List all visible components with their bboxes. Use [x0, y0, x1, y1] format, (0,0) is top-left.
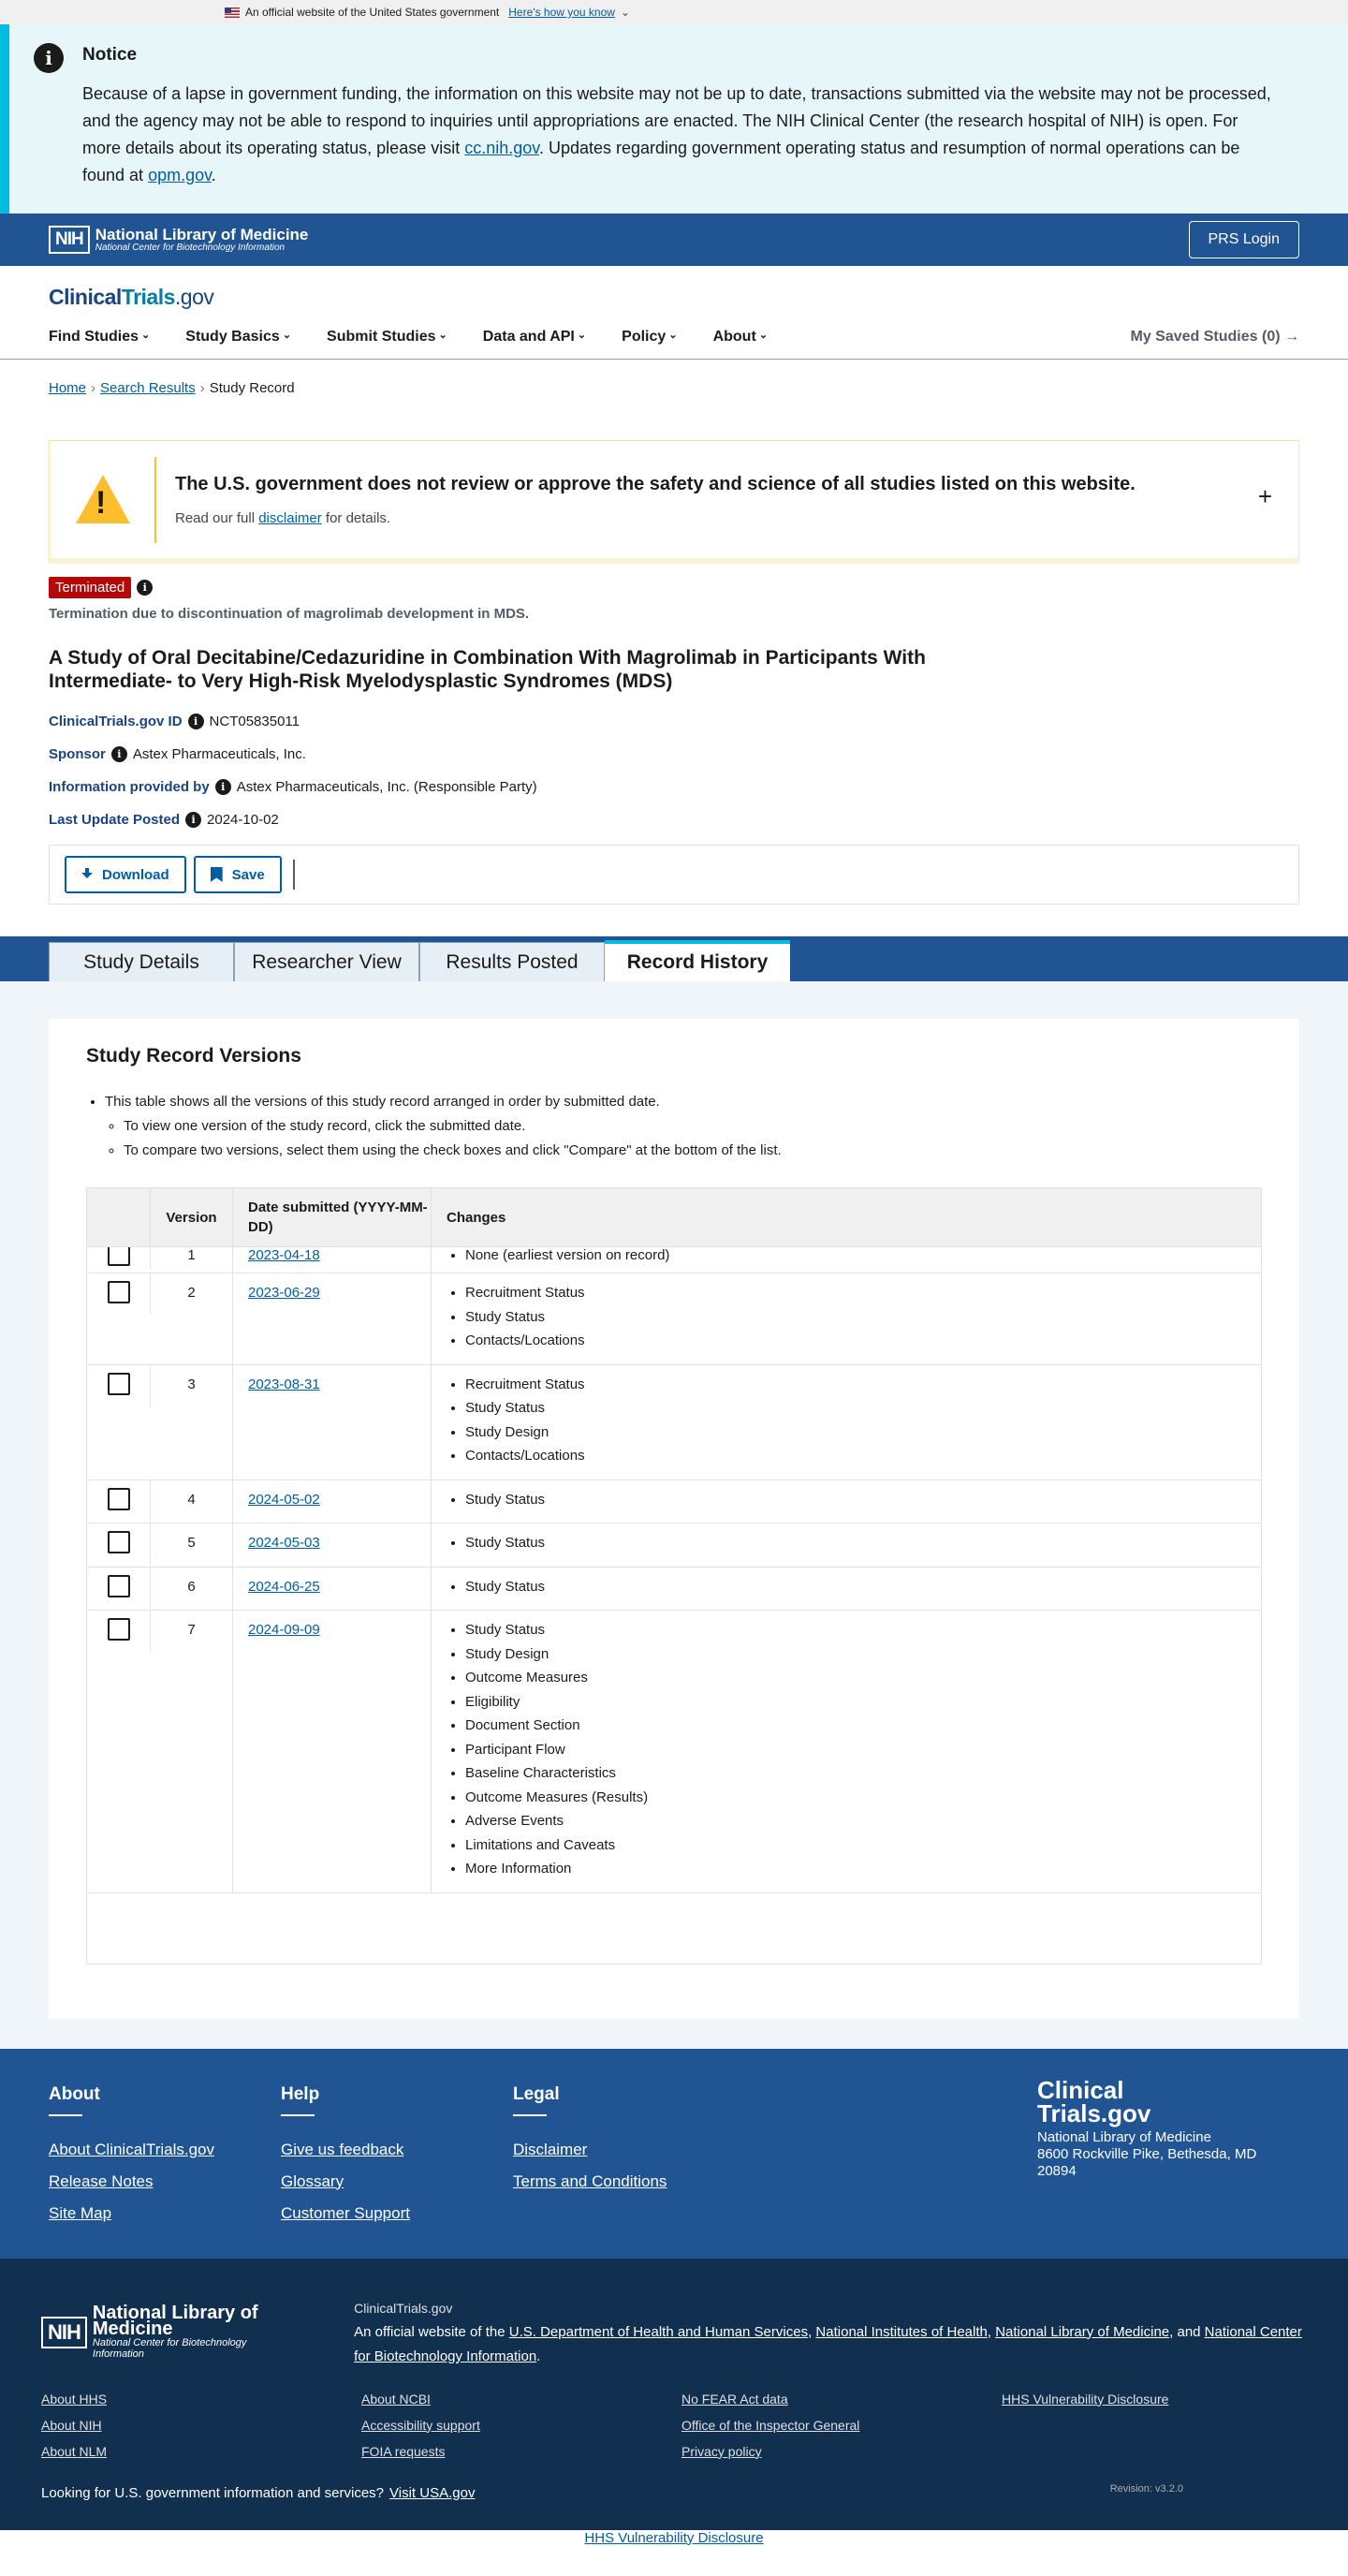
- tabs-bar: [0, 936, 1348, 981]
- clinicaltrials-logo[interactable]: ClinicalTrials.gov: [49, 285, 214, 309]
- footer-link[interactable]: Site Map: [49, 2203, 112, 2222]
- footer-link[interactable]: Customer Support: [281, 2203, 410, 2222]
- info-icon[interactable]: i: [137, 580, 153, 596]
- nav-data-api[interactable]: Data and API ⌄: [483, 329, 586, 346]
- hhs-vulnerability-link[interactable]: HHS Vulnerability Disclosure: [584, 2529, 764, 2546]
- nlm-logo[interactable]: NIH National Library of Medicine National Center for Biotechnology Information: [49, 226, 308, 254]
- meta-value-id: NCT05835011: [209, 714, 300, 729]
- footer-link[interactable]: Give us feedback: [281, 2140, 404, 2158]
- site-header: [0, 266, 1348, 360]
- footer-legal: Legal Disclaimer Terms and Conditions: [513, 2084, 745, 2259]
- disclaimer-heading: The U.S. government does not review or approve the safety and science of all studies listed on this website.: [175, 473, 1136, 494]
- footer-gov-links: [41, 2392, 1307, 2459]
- save-button[interactable]: Save: [194, 856, 282, 893]
- my-saved-studies-link[interactable]: My Saved Studies (0) →: [1130, 329, 1299, 345]
- footer-gov-link[interactable]: Office of the Inspector General: [681, 2417, 860, 2433]
- footer-gov-link[interactable]: About NCBI: [361, 2391, 431, 2407]
- breadcrumb-home[interactable]: Home: [49, 380, 87, 396]
- compare-checkbox[interactable]: [108, 1246, 130, 1266]
- heres-how-you-know-link[interactable]: Here's how you know: [508, 6, 615, 19]
- table-row: [87, 1273, 1261, 1364]
- gov-banner: [0, 0, 1348, 24]
- footer-link[interactable]: Disclaimer: [513, 2140, 588, 2158]
- meta-label-id: ClinicalTrials.gov ID: [49, 714, 183, 729]
- change-item: • Study Status: [465, 1305, 1261, 1330]
- footer-gov-link[interactable]: HHS Vulnerability Disclosure: [1002, 2391, 1169, 2407]
- chevron-right-icon: ›: [91, 380, 96, 396]
- breadcrumb-search-results[interactable]: Search Results: [100, 380, 196, 396]
- change-item: • Study Status: [465, 1531, 1261, 1555]
- info-icon[interactable]: i: [185, 812, 201, 828]
- usa-gov-line: Looking for U.S. government information and services? Visit USA.gov: [41, 2484, 476, 2501]
- tab-researcher-view[interactable]: Researcher View: [234, 942, 419, 981]
- info-icon[interactable]: i: [188, 714, 204, 729]
- change-item: • Outcome Measures (Results): [465, 1786, 1261, 1810]
- version-date-link[interactable]: 2023-08-31: [248, 1376, 320, 1392]
- disclaimer-subtext: Read our full disclaimer for details.: [175, 509, 391, 526]
- footer-link[interactable]: About ClinicalTrials.gov: [49, 2140, 214, 2158]
- status-badge: Terminated: [49, 577, 131, 598]
- action-bar: [49, 845, 1299, 905]
- change-item: • Recruitment Status: [465, 1373, 1261, 1397]
- change-item: • None (earliest version on record): [465, 1246, 1261, 1268]
- compare-checkbox[interactable]: [108, 1373, 130, 1395]
- version-date-link[interactable]: 2024-06-25: [248, 1578, 320, 1595]
- expand-plus-icon[interactable]: +: [1257, 482, 1272, 510]
- table-row: [87, 1246, 1261, 1273]
- compare-checkbox[interactable]: [108, 1618, 130, 1641]
- disclaimer-banner: [49, 440, 1299, 564]
- versions-title: Study Record Versions: [86, 1045, 301, 1067]
- nav-study-basics[interactable]: Study Basics ⌄: [185, 329, 291, 346]
- download-icon: [81, 868, 93, 881]
- termination-reason: Termination due to discontinuation of magrolimab development in MDS.: [49, 606, 530, 622]
- meta-value-last-update: 2024-10-02: [207, 812, 279, 828]
- breadcrumb-current: Study Record: [209, 380, 295, 396]
- footer-link[interactable]: Release Notes: [49, 2171, 154, 2190]
- us-flag-icon: [225, 7, 240, 18]
- study-title: A Study of Oral Decitabine/Cedazuridine in Combination With Magrolimab in Participants With Intermediate- to Very High-Risk Myelodysplastic Syndromes (MDS): [49, 647, 926, 692]
- meta-label-sponsor: Sponsor: [49, 746, 106, 762]
- hhs-link[interactable]: U.S. Department of Health and Human Services: [508, 2323, 809, 2340]
- disclaimer-link[interactable]: disclaimer: [258, 509, 322, 526]
- version-number: 3: [151, 1365, 233, 1479]
- change-item: • Study Status: [465, 1575, 1261, 1599]
- footer-help: Help Give us feedback Glossary Customer Support: [281, 2084, 513, 2259]
- change-item: • Baseline Characteristics: [465, 1761, 1261, 1786]
- version-number: 4: [151, 1480, 233, 1524]
- nlm-bar: [0, 213, 1348, 266]
- opm-link[interactable]: opm.gov: [148, 166, 212, 184]
- change-item: • Study Design: [465, 1420, 1261, 1445]
- footer-gov-link[interactable]: Privacy policy: [681, 2443, 762, 2459]
- gov-banner-text: An official website of the United States government: [245, 6, 500, 19]
- chevron-right-icon: ›: [199, 380, 205, 396]
- nav-about[interactable]: About ⌄: [713, 329, 768, 346]
- notice-title: Notice: [82, 45, 138, 65]
- change-item: • Limitations and Caveats: [465, 1833, 1261, 1858]
- nih-link[interactable]: National Institutes of Health: [815, 2323, 988, 2340]
- main-nav: [49, 329, 1299, 346]
- version-number: 7: [151, 1611, 233, 1892]
- usa-gov-link[interactable]: Visit USA.gov: [389, 2484, 476, 2501]
- nav-submit-studies[interactable]: Submit Studies ⌄: [327, 329, 447, 346]
- compare-checkbox[interactable]: [108, 1281, 130, 1303]
- official-site-text: ClinicalTrials.gov An official website of the U.S. Department of Health and Human Services, National Institutes of Health, National Library of Medicine, and National Center for Biotechnology Information.: [354, 2300, 1302, 2364]
- nlm-link[interactable]: National Library of Medicine: [995, 2323, 1170, 2340]
- nav-find-studies[interactable]: Find Studies ⌄: [49, 329, 150, 346]
- footer-main: [0, 2049, 1348, 2259]
- change-item: • Recruitment Status: [465, 1281, 1261, 1305]
- version-date-link[interactable]: 2024-05-03: [248, 1535, 320, 1551]
- tab-results-posted[interactable]: Results Posted: [419, 942, 605, 981]
- change-item: • More Information: [465, 1857, 1261, 1881]
- change-item: • Study Design: [465, 1642, 1261, 1667]
- info-icon[interactable]: i: [215, 779, 231, 795]
- version-number: 6: [151, 1568, 233, 1611]
- info-icon[interactable]: i: [111, 746, 127, 762]
- change-item: • Study Status: [465, 1618, 1261, 1642]
- revision-text: Revision: v3.2.0: [1109, 2482, 1183, 2495]
- change-item: • Adverse Events: [465, 1809, 1261, 1833]
- footer-about: About About ClinicalTrials.gov Release Notes Site Map: [49, 2084, 281, 2259]
- download-button[interactable]: Download: [65, 856, 186, 893]
- footer-brand: Clinical Trials.gov National Library of Medicine 8600 Rockville Pike, Bethesda, MD 20894: [1037, 2079, 1281, 2180]
- version-date-link[interactable]: 2024-05-02: [248, 1491, 320, 1508]
- table-row: [87, 1567, 1261, 1611]
- table-row: [87, 1610, 1261, 1892]
- nav-policy[interactable]: Policy ⌄: [622, 329, 677, 346]
- notice-alert: [0, 24, 1348, 213]
- version-number: 1: [151, 1246, 233, 1273]
- compare-checkbox[interactable]: [108, 1575, 130, 1597]
- notice-text: Because of a lapse in government funding, the information on this website may not be up to date, transactions submitted via the website may not be processed, and the agency may not be able to respond to inquiries until appropriations are enacted. The NIH Clinical Center (the research hospital of NIH) is open. For more details about its operating status, please visit cc.nih.gov. Updates regarding government operating status and resumption of normal operations can be found at opm.gov.: [82, 84, 1271, 184]
- footer-nlm-logo[interactable]: NIH National Library of Medicine National Center for Biotechnology Information: [41, 2296, 294, 2369]
- footer-gov-link[interactable]: No FEAR Act data: [681, 2391, 788, 2407]
- change-item: • Study Status: [465, 1488, 1261, 1512]
- table-row: [87, 1364, 1261, 1479]
- compare-checkbox[interactable]: [108, 1488, 130, 1510]
- versions-panel: [49, 1019, 1299, 2019]
- chevron-down-icon: ⌄: [620, 6, 631, 19]
- warning-icon: [76, 473, 130, 527]
- footer-gov-link[interactable]: About NIH: [41, 2417, 102, 2433]
- versions-table: [86, 1187, 1262, 1965]
- meta-label-last-update: Last Update Posted: [49, 812, 181, 828]
- change-item: • Eligibility: [465, 1690, 1261, 1715]
- meta-value-provided-by: Astex Pharmaceuticals, Inc. (Responsible Party): [236, 779, 537, 795]
- version-date-link[interactable]: 2023-06-29: [248, 1285, 320, 1301]
- arrow-right-icon: →: [1284, 329, 1299, 345]
- footer-link[interactable]: Glossary: [281, 2171, 344, 2190]
- version-number: 2: [151, 1273, 233, 1364]
- footer-gov-link[interactable]: About HHS: [41, 2391, 108, 2407]
- footer-secondary: [0, 2259, 1348, 2530]
- change-item: • Participant Flow: [465, 1738, 1261, 1762]
- change-item: • Document Section: [465, 1714, 1261, 1738]
- cc-nih-link[interactable]: cc.nih.gov: [464, 139, 539, 157]
- meta-value-sponsor: Astex Pharmaceuticals, Inc.: [132, 746, 306, 762]
- version-date-link[interactable]: 2023-04-18: [248, 1247, 320, 1263]
- footer-link[interactable]: Terms and Conditions: [513, 2171, 667, 2190]
- status-row: [0, 564, 1348, 598]
- compare-checkbox[interactable]: [108, 1531, 130, 1553]
- footer-gov-link[interactable]: FOIA requests: [361, 2443, 446, 2459]
- breadcrumb: [0, 360, 1348, 414]
- bookmark-icon: [211, 867, 223, 882]
- info-icon: i: [34, 43, 64, 73]
- study-meta: [0, 693, 1348, 828]
- footer-gov-link[interactable]: About NLM: [41, 2443, 108, 2459]
- version-number: 5: [151, 1524, 233, 1567]
- versions-instructions: • This table shows all the versions of this study record arranged in order by submitted date. ◦ To view one version of the study record, click the submitted date. ◦ To compare two versions, select them using the check boxes and click "Compare" at the bottom of the list.: [105, 1090, 1262, 1163]
- change-item: • Contacts/Locations: [465, 1329, 1261, 1353]
- tab-study-details[interactable]: Study Details: [49, 942, 234, 981]
- footer-gov-link[interactable]: Accessibility support: [361, 2417, 480, 2433]
- content-area: [0, 981, 1348, 2049]
- ncbi-link[interactable]: National Center for Biotechnology Information: [354, 2323, 1302, 2364]
- table-row: [87, 1523, 1261, 1567]
- version-date-link[interactable]: 2024-09-09: [248, 1622, 320, 1638]
- change-item: • Study Status: [465, 1396, 1261, 1420]
- prs-login-button[interactable]: PRS Login: [1189, 221, 1300, 258]
- table-row: [87, 1479, 1261, 1524]
- meta-label-provided-by: Information provided by: [49, 779, 210, 795]
- table-header: Version Date submitted (YYYY-MM-DD) Changes: [87, 1188, 1261, 1246]
- footer-ct-logo[interactable]: Clinical Trials.gov: [1037, 2075, 1151, 2127]
- change-item: • Contacts/Locations: [465, 1444, 1261, 1468]
- bottom-vulnerability-link-wrap: [0, 2530, 1348, 2552]
- change-item: • Outcome Measures: [465, 1666, 1261, 1690]
- tab-record-history[interactable]: Record History: [605, 940, 790, 981]
